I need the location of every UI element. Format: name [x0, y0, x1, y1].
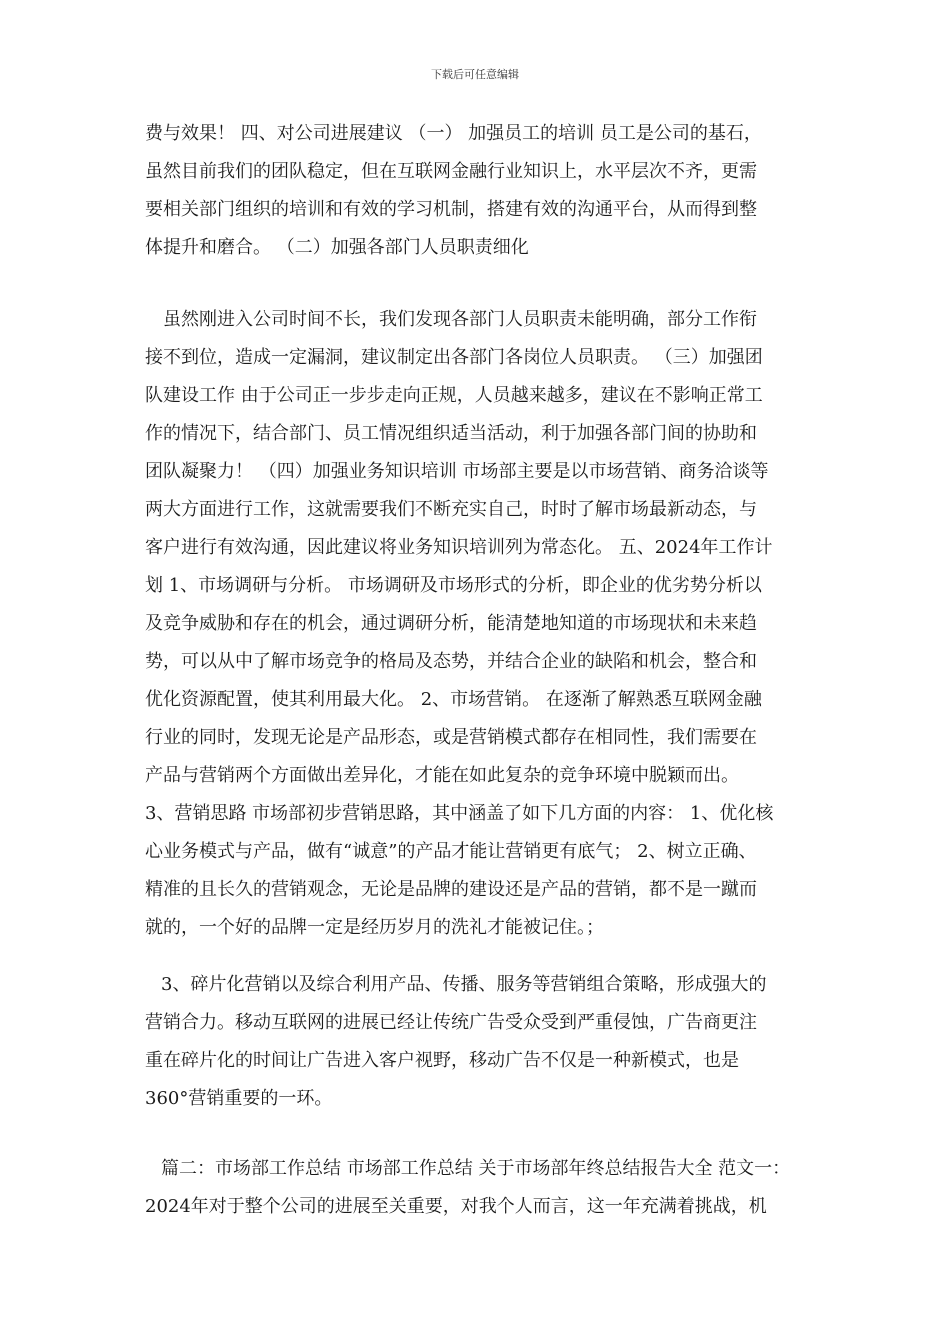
text-line: 作的情况下，结合部门、员工情况组织适当活动，利于加强各部门间的协助和 — [145, 423, 757, 444]
text-line: 就的，一个好的品牌一定是经历岁月的洗礼才能被记住。； — [145, 917, 604, 938]
text-line: 产品与营销两个方面做出差异化，才能在如此复杂的竞争环境中脱颖而出。 — [145, 765, 739, 786]
text-line: 体提升和磨合。 （二）加强各部门人员职责细化 — [145, 237, 529, 258]
text-line: 两大方面进行工作，这就需要我们不断充实自己，时时了解市场最新动态，与 — [145, 499, 757, 520]
text-line: 篇二：市场部工作总结 市场部工作总结 关于市场部年终总结报告大全 范文一： — [161, 1158, 791, 1179]
text-line: 精准的且长久的营销观念，无论是品牌的建设还是产品的营销，都不是一蹴而 — [145, 879, 757, 900]
text-line: 队建设工作 由于公司正一步步走向正规，人员越来越多，建议在不影响正常工 — [145, 385, 763, 406]
text-line: 客户进行有效沟通，因此建议将业务知识培训列为常态化。 五、2024年工作计 — [145, 537, 773, 558]
text-line: 重在碎片化的时间让广告进入客户视野，移动广告不仅是一种新模式，也是 — [145, 1050, 739, 1071]
text-line: 接不到位，造成一定漏洞，建议制定出各部门各岗位人员职责。 （三）加强团 — [145, 347, 763, 368]
page-header: 下载后可任意编辑 — [431, 68, 519, 81]
text-line: 行业的同时，发现无论是产品形态，或是营销模式都存在相同性，我们需要在 — [145, 727, 757, 748]
text-line: 势，可以从中了解市场竞争的格局及态势，并结合企业的缺陷和机会，整合和 — [145, 651, 757, 672]
text-line: 要相关部门组织的培训和有效的学习机制，搭建有效的沟通平台，从而得到整 — [145, 199, 757, 220]
text-line: 360°营销重要的一环。 — [145, 1088, 333, 1109]
text-line: 2024年对于整个公司的进展至关重要，对我个人而言，这一年充满着挑战，机 — [145, 1196, 767, 1217]
text-line: 及竞争威胁和存在的机会，通过调研分析，能清楚地知道的市场现状和未来趋 — [145, 613, 757, 634]
text-line: 心业务模式与产品，做有“诚意”的产品才能让营销更有底气； 2、树立正确、 — [145, 841, 757, 862]
text-line: 3、碎片化营销以及综合利用产品、传播、服务等营销组合策略，形成强大的 — [161, 974, 767, 995]
text-line: 虽然目前我们的团队稳定，但在互联网金融行业知识上，水平层次不齐，更需 — [145, 161, 757, 182]
text-line: 团队凝聚力！ （四）加强业务知识培训 市场部主要是以市场营销、商务洽谈等 — [145, 461, 769, 482]
text-line: 营销合力。移动互联网的进展已经让传统广告受众受到严重侵蚀，广告商更注 — [145, 1012, 757, 1033]
text-line: 优化资源配置，使其利用最大化。 2、市场营销。 在逐渐了解熟悉互联网金融 — [145, 689, 762, 710]
text-line: 虽然刚进入公司时间不长，我们发现各部门人员职责未能明确，部分工作衔 — [163, 309, 757, 330]
text-line: 划 1、市场调研与分析。 市场调研及市场形式的分析，即企业的优劣势分析以 — [145, 575, 762, 596]
text-line: 3、营销思路 市场部初步营销思路，其中涵盖了如下几方面的内容： 1、优化核 — [145, 803, 774, 824]
text-line: 费与效果！ 四、对公司进展建议 （一） 加强员工的培训 员工是公司的基石， — [145, 123, 762, 144]
